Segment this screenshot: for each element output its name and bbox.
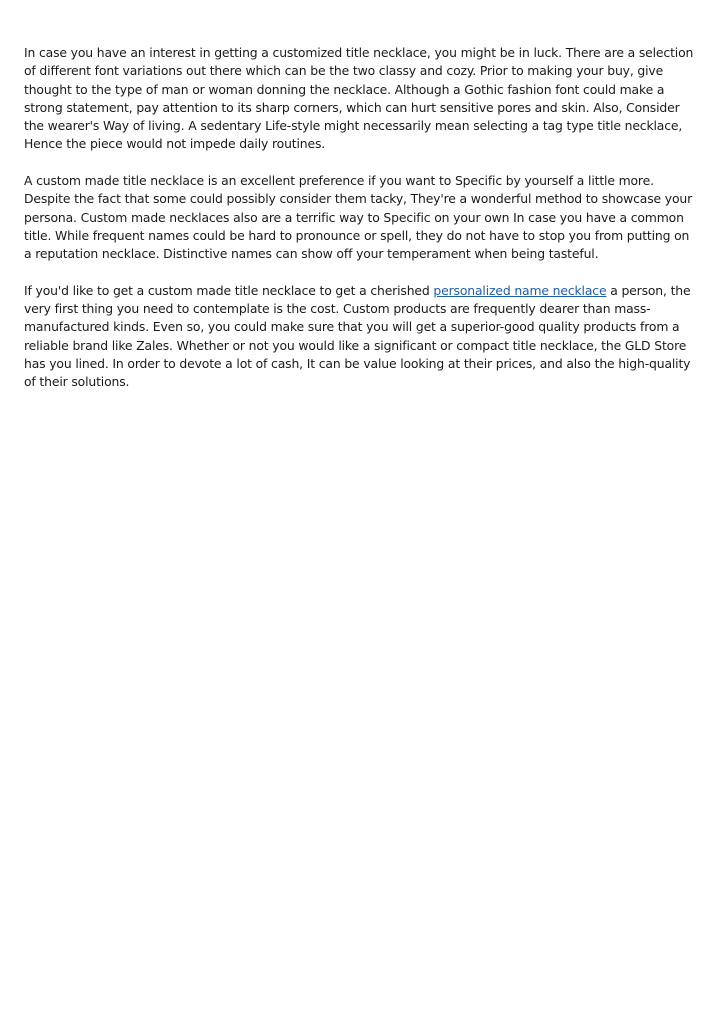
document-body [24, 44, 696, 410]
paragraph-2: A custom made title necklace is an excellent preference if you want to Specific by yourself a little more. Despite the fact that some could possibly consider them tacky, They're a wonderful method to showcase your persona. Custom made necklaces also are a terrific way to Specific on your own In case you have a common title. While frequent names could be hard to pronounce or spell, they do not have to stop you from putting on a reputation necklace. Distinctive names can show off your temperament when being tasteful. [24, 173, 693, 262]
personalized-name-necklace-link[interactable]: personalized name necklace [433, 282, 607, 298]
paragraph-3-text-after-link: a person, the very first thing you need to contemplate is the cost. Custom products are frequently dearer than mass-manufactured kinds. Even so, you could make sure that you will get a superior-good quality products from a reliable brand like Zales. Whether or not you would like a significant or compact title necklace, the GLD Store has you lined. In order to devote a lot of cash, It can be value looking at their prices, and also the high-quality of their solutions. [24, 282, 691, 390]
paragraph-1: In case you have an interest in getting a customized title necklace, you might be in luck. There are a selection of different font variations out there which can be the two classy and cozy. Prior to making your buy, give thought to the type of man or woman donning the necklace. Although a Gothic fashion font could make a strong statement, pay attention to its sharp corners, which can hurt sensitive pores and skin. Also, Consider the wearer's Way of living. A sedentary Life-style might necessarily mean selecting a tag type title necklace, Hence the piece would not impede daily routines. [24, 45, 694, 152]
paragraph-3 [24, 282, 696, 392]
paragraph-3-text-before-link: If you'd like to get a custom made title necklace to get a cherished [24, 282, 434, 298]
